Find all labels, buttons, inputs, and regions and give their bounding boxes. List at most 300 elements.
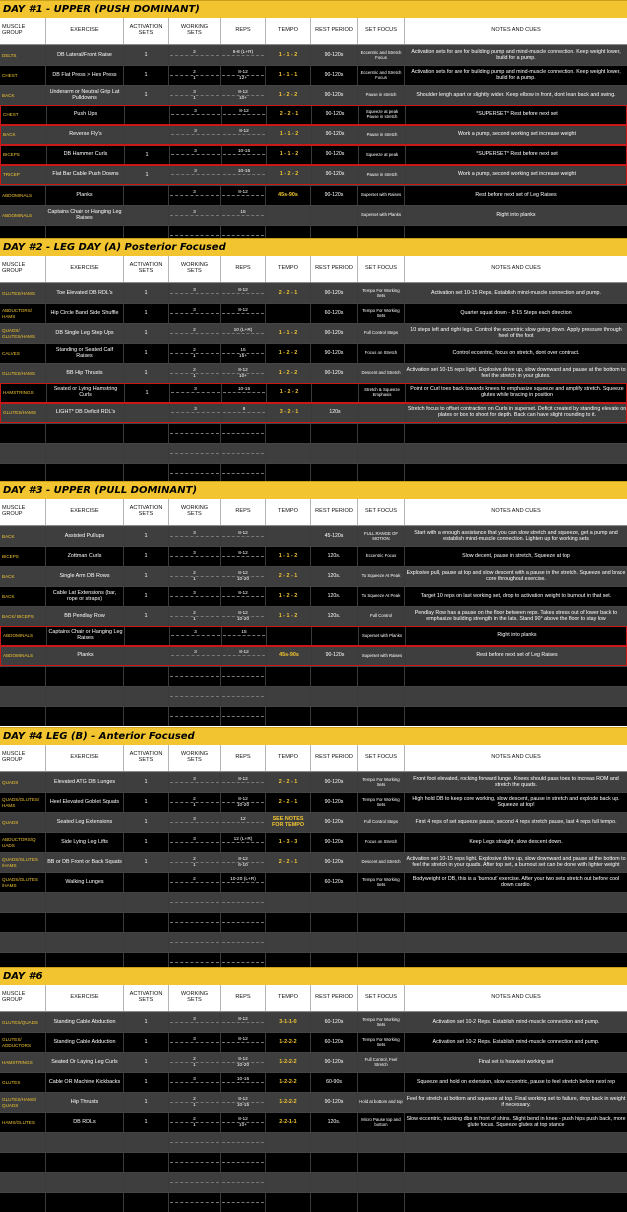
- exercise-cell: DB Hammer Curls: [47, 146, 125, 164]
- muscle-group-cell: GLUTES/HAMS: [1, 404, 47, 422]
- working-sets-value: 3: [170, 531, 219, 537]
- working-sets-cell: [169, 933, 221, 952]
- exercise-cell: BB or DB Front or Back Squats: [46, 853, 124, 872]
- set-focus-cell: Full Control, Feel Stretch: [358, 1053, 405, 1072]
- working-sets-value: 1: [193, 75, 196, 81]
- activation-sets-cell: [124, 933, 169, 952]
- notes-cell: Rest before next set of Leg Raises: [475, 191, 557, 198]
- activation-sets-cell: 1: [124, 284, 169, 303]
- table-row: [0, 383, 627, 403]
- working-sets-value: [171, 413, 220, 419]
- tempo-cell: [266, 444, 311, 463]
- reps-cell: [222, 404, 267, 422]
- column-header: MUSCLE GROUP: [0, 18, 46, 44]
- muscle-group-cell: HAMS/GLUTES: [0, 1113, 46, 1132]
- column-header: EXERCISE: [46, 256, 124, 282]
- reps-value: [223, 656, 265, 662]
- activation-sets-cell: [124, 206, 169, 225]
- working-sets-cell: [169, 587, 221, 606]
- activation-sets-cell: 1: [124, 587, 169, 606]
- reps-value: 10-20: [236, 616, 250, 622]
- reps-value: 8-12: [222, 591, 264, 597]
- tempo-cell: 2 - 2 - 1: [266, 773, 311, 792]
- activation-sets-cell: 1: [124, 773, 169, 792]
- reps-value: [222, 677, 264, 683]
- column-header: NOTES AND CUES: [491, 27, 541, 34]
- set-focus-cell: [358, 1073, 405, 1092]
- reps-value: 15: [223, 630, 265, 636]
- muscle-group-cell: [0, 1133, 46, 1152]
- notes-cell: Activation set 10-15 reps light. Explosive drive up, slow downward and pause at the bottom to feel the stretch in your glutes.: [406, 366, 626, 379]
- tempo-cell: [266, 424, 311, 443]
- set-focus-cell: Full Control Steps: [358, 324, 405, 343]
- notes-cell: *SUPERSET* Rest before next set: [476, 111, 558, 118]
- set-focus-cell: Micro Pause top and bottom: [358, 1113, 405, 1132]
- table-row: [0, 792, 627, 812]
- working-sets-cell: [170, 404, 222, 422]
- working-sets-value: [170, 823, 219, 829]
- reps-value: [222, 1083, 264, 1089]
- reps-value: 8-12: [222, 1037, 264, 1043]
- notes-cell: First 4 reps of set squeeze pause, second 4 reps stretch pause, last 4 reps full tempo.: [415, 818, 617, 825]
- tempo-cell: 1-2-2-2: [266, 1053, 311, 1072]
- reps-cell: [221, 304, 266, 323]
- working-sets-value: 3: [170, 777, 219, 783]
- rest-period-cell: 90-120s: [311, 833, 358, 852]
- table-row: [0, 1132, 627, 1152]
- activation-sets-cell: 1: [125, 384, 170, 402]
- reps-value: 8-12: [222, 777, 264, 783]
- table-row: [0, 1052, 627, 1072]
- activation-sets-cell: 1: [124, 1013, 169, 1032]
- column-header: EXERCISE: [46, 499, 124, 525]
- working-sets-cell: [169, 1153, 221, 1172]
- reps-value: [223, 175, 265, 181]
- rest-period-cell: 60-120s: [311, 1033, 358, 1052]
- muscle-group-cell: [0, 1173, 46, 1192]
- day-title: DAY #1 - UPPER (PUSH DOMINANT): [0, 0, 627, 18]
- exercise-cell: Captains Chair or Hanging Leg Raises: [47, 627, 125, 645]
- reps-cell: [221, 547, 266, 566]
- exercise-cell: Heel Elevated Goblet Squats: [46, 793, 124, 812]
- rest-period-cell: [311, 707, 358, 726]
- notes-cell: High hold DB to keep core working, slow descent, pause in stretch and explode back up. Squeeze at top!: [412, 795, 620, 808]
- activation-sets-cell: 1: [124, 833, 169, 852]
- set-focus-cell: Descent and Stretch: [358, 853, 405, 872]
- working-sets-cell: [169, 1193, 221, 1212]
- set-focus-cell: Tempo For Working Sets: [358, 284, 405, 303]
- exercise-cell: Underarm or Neutral Grip Lat Pulldowns: [46, 86, 124, 105]
- exercise-cell: Zottman Curls: [46, 547, 124, 566]
- reps-value: [223, 115, 265, 121]
- working-sets-value: [170, 717, 219, 723]
- column-header: REPS: [221, 499, 266, 525]
- rest-period-cell: 90-120s: [311, 773, 358, 792]
- table-row: [0, 566, 627, 586]
- tempo-cell: [266, 913, 311, 932]
- working-sets-cell: [169, 913, 221, 932]
- reps-cell: [221, 873, 266, 892]
- column-header: EXERCISE: [46, 745, 124, 771]
- reps-cell: [221, 1033, 266, 1052]
- muscle-group-cell: GLUTES/HAMS: [0, 284, 46, 303]
- working-sets-value: 3: [170, 817, 219, 823]
- column-header: SET FOCUS: [358, 985, 405, 1011]
- notes-cell: Feel for stretch at bottom and squeeze at top. Final working set to failure, drop back in weight if necessary.: [406, 1095, 626, 1108]
- table-row: [0, 343, 627, 363]
- notes-cell: [405, 444, 627, 463]
- exercise-cell: Captains Chair or Hanging Leg Raises: [46, 206, 124, 225]
- activation-sets-cell: [124, 893, 169, 912]
- rest-period-cell: 90-120s: [312, 647, 359, 665]
- table-row: [0, 363, 627, 383]
- reps-cell: [221, 1013, 266, 1032]
- tempo-cell: [266, 873, 311, 892]
- rest-period-cell: 120s.: [311, 547, 358, 566]
- notes-cell: Right into planks: [496, 211, 536, 218]
- activation-sets-cell: 1: [124, 527, 169, 546]
- activation-sets-cell: [125, 647, 170, 665]
- table-row: [0, 185, 627, 205]
- column-header: NOTES AND CUES: [491, 994, 541, 1001]
- reps-value: 8-12: [222, 288, 264, 294]
- rest-period-cell: 60-120s: [311, 304, 358, 323]
- set-focus-cell: Eccentric and Stretch Focus: [358, 66, 405, 85]
- muscle-group-cell: GLUTES/QUADS: [0, 1013, 46, 1032]
- rest-period-cell: 90-120s: [311, 186, 358, 205]
- activation-sets-cell: [124, 1173, 169, 1192]
- activation-sets-cell: 1: [124, 1073, 169, 1092]
- reps-value: 8-12: [222, 190, 264, 196]
- exercise-cell: Side Lying Leg Lifts: [46, 833, 124, 852]
- working-sets-value: 2: [170, 1097, 219, 1103]
- exercise-cell: LIGHT* DB Deficit RDL's: [47, 404, 125, 422]
- reps-cell: [221, 793, 266, 812]
- set-focus-cell: [358, 893, 405, 912]
- working-sets-value: 1: [193, 802, 196, 808]
- exercise-cell: Walking Lunges: [46, 873, 124, 892]
- column-header: MUSCLE GROUP: [0, 256, 46, 282]
- working-sets-value: 1: [193, 373, 196, 379]
- working-sets-value: [170, 903, 219, 909]
- working-sets-value: 2: [170, 571, 219, 577]
- table-row: [0, 1152, 627, 1172]
- tempo-cell: 3-1-1-0: [266, 1013, 311, 1032]
- reps-value: [222, 903, 264, 909]
- notes-cell: Activation set 10-15 Reps. Establish mind-muscle connection and pump.: [431, 289, 601, 296]
- notes-cell: [405, 893, 627, 912]
- table-body: [0, 283, 627, 483]
- muscle-group-cell: BACK: [0, 86, 46, 105]
- reps-value: [222, 196, 264, 202]
- working-sets-value: 3: [170, 190, 219, 196]
- table-header: [0, 499, 627, 526]
- reps-value: 8-12: [222, 797, 264, 803]
- working-sets-value: 2: [170, 611, 219, 617]
- rest-period-cell: [312, 627, 359, 645]
- notes-cell: Slow decent, pause in stretch, Squeeze at top: [462, 552, 570, 559]
- rest-period-cell: 90-120s: [311, 66, 358, 85]
- working-sets-value: [170, 454, 219, 460]
- reps-value: 8-12: [222, 551, 264, 557]
- tempo-cell: 2 - 2 - 1: [266, 793, 311, 812]
- notes-cell: Keep Legs straight, slow descent down.: [469, 838, 563, 845]
- rest-period-cell: 60-120s: [311, 873, 358, 892]
- activation-sets-cell: [125, 106, 170, 124]
- reps-value: [222, 943, 264, 949]
- rest-period-cell: [311, 1153, 358, 1172]
- notes-cell: [405, 1193, 627, 1212]
- notes-cell: [405, 1153, 627, 1172]
- set-focus-cell: Tempo For Working Sets: [358, 873, 405, 892]
- reps-value: 6-10: [238, 862, 248, 868]
- muscle-group-cell: [0, 687, 46, 706]
- muscle-group-cell: ABDOMINALS: [1, 647, 47, 665]
- day-sheet: [0, 727, 627, 972]
- working-sets-value: 3: [170, 1077, 219, 1083]
- tempo-cell: 1 - 1 - 1: [266, 66, 311, 85]
- working-sets-value: 2: [170, 70, 219, 76]
- rest-period-cell: 90-120s: [311, 86, 358, 105]
- reps-cell: [221, 853, 266, 872]
- exercise-cell: [46, 707, 124, 726]
- table-row: [0, 283, 627, 303]
- reps-value: [222, 537, 264, 543]
- working-sets-value: [170, 56, 219, 62]
- tempo-cell: [266, 1153, 311, 1172]
- table-row: [0, 1172, 627, 1192]
- exercise-cell: Cable Lat Extensions (bar, rope or straps): [46, 587, 124, 606]
- reps-cell: [222, 126, 267, 144]
- reps-value: 8-12: [222, 571, 264, 577]
- tempo-cell: [266, 1173, 311, 1192]
- activation-sets-cell: [124, 186, 169, 205]
- table-row: [0, 1112, 627, 1132]
- reps-value: 8-12: [222, 70, 264, 76]
- working-sets-value: 2: [170, 1117, 219, 1123]
- working-sets-cell: [169, 1133, 221, 1152]
- muscle-group-cell: HAMSTRINGS: [1, 384, 47, 402]
- reps-value: [222, 717, 264, 723]
- table-row: [0, 85, 627, 105]
- table-row: [0, 1192, 627, 1212]
- reps-cell: [221, 833, 266, 852]
- column-header: ACTIVATION SETS: [124, 256, 169, 282]
- reps-cell: [221, 1073, 266, 1092]
- working-sets-value: 1: [193, 576, 196, 582]
- column-header: MUSCLE GROUP: [0, 499, 46, 525]
- exercise-cell: [46, 1193, 124, 1212]
- exercise-cell: Flat Bar Cable Push Downs: [47, 166, 125, 184]
- reps-cell: [221, 344, 266, 363]
- working-sets-cell: [169, 607, 221, 626]
- exercise-cell: Single Arm DB Rows: [46, 567, 124, 586]
- table-row: [0, 165, 627, 185]
- day-title: DAY #3 - UPPER (PULL DOMINANT): [0, 481, 627, 499]
- activation-sets-cell: 1: [124, 547, 169, 566]
- reps-cell: [221, 1093, 266, 1112]
- table-header: [0, 985, 627, 1012]
- column-header: WORKING SETS: [169, 256, 221, 282]
- notes-cell: Activation sets for are for building pump and mind-muscle connection. Keep weight lower, build for a pump.: [411, 48, 621, 61]
- reps-cell: [221, 284, 266, 303]
- working-sets-cell: [169, 424, 221, 443]
- set-focus-cell: Superset with Planks: [359, 627, 406, 645]
- column-header: REPS: [221, 745, 266, 771]
- muscle-group-cell: QUADS/GLUTES/ HAMS: [0, 793, 46, 812]
- column-header: ACTIVATION SETS: [124, 18, 169, 44]
- activation-sets-cell: 1: [124, 853, 169, 872]
- muscle-group-cell: TRICEP: [1, 166, 47, 184]
- exercise-cell: DB Flat Press > Hex Press: [46, 66, 124, 85]
- working-sets-value: 1: [193, 862, 196, 868]
- working-sets-cell: [169, 687, 221, 706]
- working-sets-value: [170, 537, 219, 543]
- column-header: REST PERIOD: [311, 745, 358, 771]
- exercise-cell: Standing or Seated Calf Raises: [46, 344, 124, 363]
- set-focus-cell: [358, 1193, 405, 1212]
- set-focus-cell: Squeeze at peak Pause in stretch: [359, 106, 406, 124]
- set-focus-cell: Pause in stretch: [358, 86, 405, 105]
- exercise-cell: [46, 667, 124, 686]
- set-focus-cell: [358, 1173, 405, 1192]
- activation-sets-cell: [125, 627, 170, 645]
- activation-sets-cell: [124, 707, 169, 726]
- working-sets-value: [170, 1083, 219, 1089]
- reps-value: [222, 294, 264, 300]
- reps-cell: [221, 587, 266, 606]
- working-sets-value: [170, 1183, 219, 1189]
- reps-cell: [221, 813, 266, 832]
- day-title: DAY #6: [0, 967, 627, 985]
- muscle-group-cell: QUADS/GLUTES /HAMS: [0, 853, 46, 872]
- column-header: WORKING SETS: [169, 499, 221, 525]
- reps-cell: [221, 186, 266, 205]
- reps-cell: [221, 773, 266, 792]
- tempo-cell: [266, 527, 311, 546]
- working-sets-value: [170, 334, 219, 340]
- reps-value: 12: [222, 817, 264, 823]
- exercise-cell: [46, 1173, 124, 1192]
- reps-value: 10-20: [236, 576, 250, 582]
- rest-period-cell: 90-120s: [312, 106, 359, 124]
- table-row: [0, 205, 627, 225]
- reps-cell: [221, 707, 266, 726]
- muscle-group-cell: GLUTES/ ADDUCTORS: [0, 1033, 46, 1052]
- column-header: MUSCLE GROUP: [0, 985, 46, 1011]
- rest-period-cell: [311, 913, 358, 932]
- reps-value: [222, 454, 264, 460]
- activation-sets-cell: [124, 444, 169, 463]
- reps-cell: [221, 86, 266, 105]
- muscle-group-cell: [0, 424, 46, 443]
- activation-sets-cell: 1: [124, 344, 169, 363]
- reps-value: 10-15: [223, 149, 265, 155]
- reps-cell: [222, 166, 267, 184]
- working-sets-cell: [169, 284, 221, 303]
- activation-sets-cell: [124, 667, 169, 686]
- reps-value: 10-15: [236, 1102, 250, 1108]
- day-title: DAY #4 LEG (B) - Anterior Focused: [0, 727, 627, 745]
- muscle-group-cell: BACK: [0, 567, 46, 586]
- reps-value: [222, 314, 264, 320]
- day-title: DAY #2 - LEG DAY (A) Posterior Focused: [0, 238, 627, 256]
- reps-value: 10-20: [236, 1062, 250, 1068]
- set-focus-cell: Pause in stretch: [359, 166, 406, 184]
- reps-value: 10-20 (L+R): [222, 877, 264, 883]
- table-row: [0, 526, 627, 546]
- notes-cell: Quarter squat down - 8-15 Steps each direction: [460, 309, 572, 316]
- muscle-group-cell: BACK: [1, 126, 47, 144]
- rest-period-cell: 90-120s: [311, 284, 358, 303]
- working-sets-cell: [169, 46, 221, 65]
- muscle-group-cell: [0, 1153, 46, 1172]
- muscle-group-cell: [0, 444, 46, 463]
- rest-period-cell: [311, 667, 358, 686]
- working-sets-cell: [169, 206, 221, 225]
- reps-value: [222, 597, 264, 603]
- rest-period-cell: 120s: [312, 404, 359, 422]
- muscle-group-cell: ABDOMINALS: [0, 206, 46, 225]
- rest-period-cell: [311, 1173, 358, 1192]
- working-sets-cell: [169, 567, 221, 586]
- reps-value: [222, 823, 264, 829]
- rest-period-cell: [311, 424, 358, 443]
- tempo-cell: 1 - 3 - 3: [266, 833, 311, 852]
- tempo-cell: [266, 687, 311, 706]
- notes-cell: [405, 1133, 627, 1152]
- working-sets-cell: [170, 126, 222, 144]
- working-sets-value: 3: [170, 1037, 219, 1043]
- activation-sets-cell: 1: [124, 46, 169, 65]
- table-row: [0, 1072, 627, 1092]
- tempo-cell: 1 - 2 - 2: [267, 384, 312, 402]
- working-sets-value: [170, 843, 219, 849]
- working-sets-value: [171, 175, 220, 181]
- reps-value: 10-15: [223, 387, 265, 393]
- working-sets-cell: [169, 813, 221, 832]
- exercise-cell: Planks: [47, 647, 125, 665]
- working-sets-value: 3: [170, 288, 219, 294]
- working-sets-value: [170, 1023, 219, 1029]
- reps-value: 8-12: [223, 109, 265, 115]
- activation-sets-cell: 1: [124, 86, 169, 105]
- working-sets-value: 3: [170, 591, 219, 597]
- working-sets-value: 3: [171, 149, 220, 155]
- muscle-group-cell: [0, 913, 46, 932]
- working-sets-cell: [169, 1073, 221, 1092]
- reps-cell: [221, 1153, 266, 1172]
- day-sheet: [0, 481, 627, 726]
- exercise-cell: BB Hip Thrusts: [46, 364, 124, 383]
- reps-value: 8-12: [222, 1057, 264, 1063]
- set-focus-cell: Superset with Raises: [359, 647, 406, 665]
- column-header: WORKING SETS: [169, 985, 221, 1011]
- day-sheet: [0, 967, 627, 1212]
- activation-sets-cell: 1: [124, 1033, 169, 1052]
- working-sets-value: [170, 943, 219, 949]
- reps-value: [222, 216, 264, 222]
- tempo-cell: [266, 893, 311, 912]
- activation-sets-cell: [124, 1133, 169, 1152]
- tempo-cell: [266, 1133, 311, 1152]
- column-header: TEMPO: [266, 745, 311, 771]
- reps-value: 8-12: [223, 650, 265, 656]
- notes-cell: [405, 707, 627, 726]
- reps-value: [223, 155, 265, 161]
- table-row: [0, 606, 627, 626]
- set-focus-cell: [358, 913, 405, 932]
